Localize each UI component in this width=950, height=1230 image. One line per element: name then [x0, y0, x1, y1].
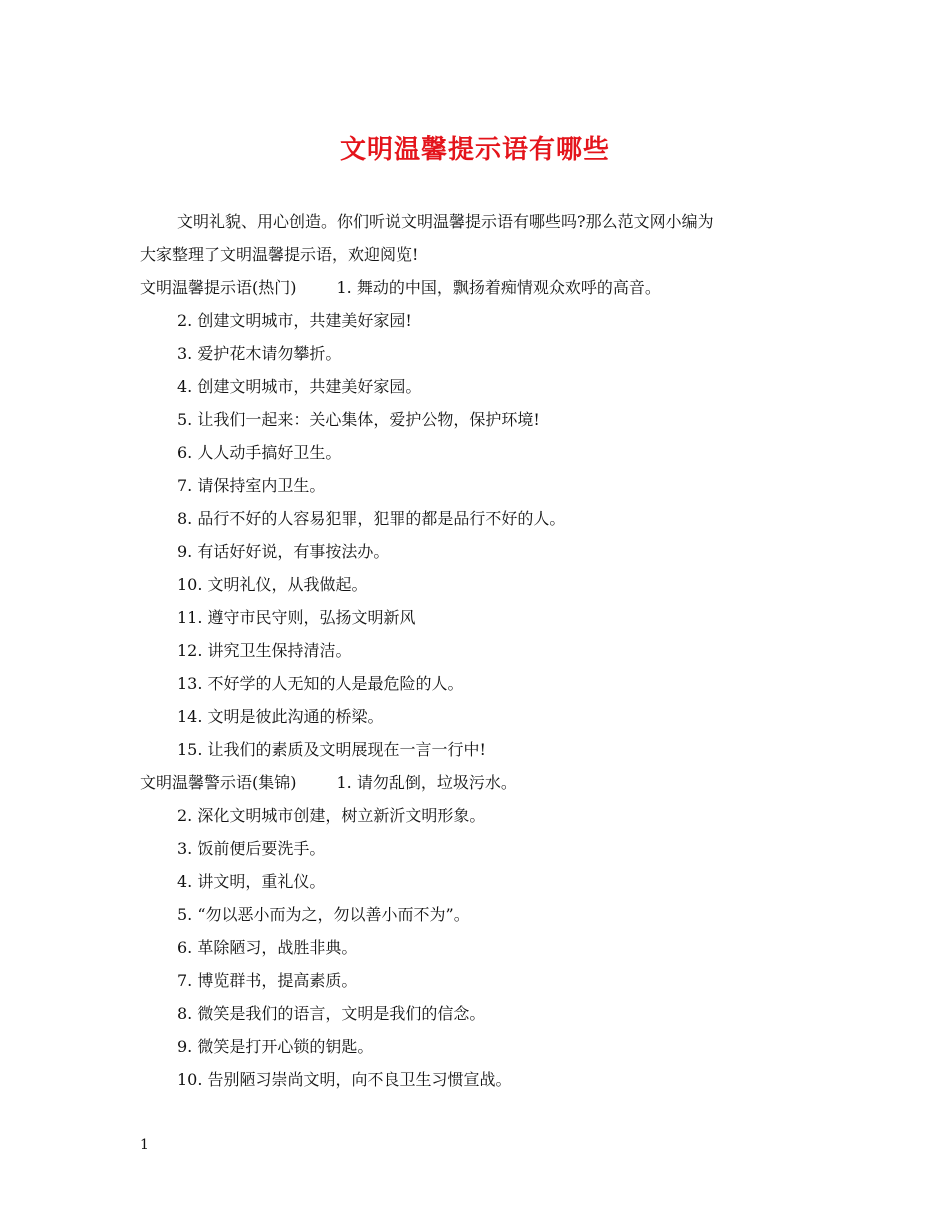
section1-item: 11. 遵守市民守则，弘扬文明新风	[177, 608, 416, 627]
section1-item: 2. 创建文明城市，共建美好家园!	[177, 311, 412, 330]
section2-heading: 文明温馨警示语(集锦)	[140, 773, 297, 792]
section1-item: 9. 有话好好说，有事按法办。	[177, 542, 390, 561]
section1-item: 10. 文明礼仪，从我做起。	[177, 575, 368, 594]
section1-item-1: 1. 舞动的中国，飘扬着痴情观众欢呼的高音。	[336, 278, 661, 297]
intro-line-2: 大家整理了文明温馨提示语，欢迎阅览!	[140, 245, 419, 264]
section2-item: 8. 微笑是我们的语言，文明是我们的信念。	[177, 1004, 486, 1023]
section2-heading-line	[140, 766, 840, 799]
document-title: 文明温馨提示语有哪些	[339, 135, 610, 165]
section2-item: 5. “勿以恶小而为之，勿以善小而不为”。	[177, 905, 470, 924]
section2-item: 2. 深化文明城市创建，树立新沂文明形象。	[177, 806, 486, 825]
section1-item: 3. 爱护花木请勿攀折。	[177, 344, 342, 363]
section1-item: 8. 品行不好的人容易犯罪，犯罪的都是品行不好的人。	[177, 509, 566, 528]
section1-item: 7. 请保持室内卫生。	[177, 476, 326, 495]
section2-item: 4. 讲文明，重礼仪。	[177, 872, 326, 891]
section2-item: 3. 饭前便后要洗手。	[177, 839, 326, 858]
section1-item: 14. 文明是彼此沟通的桥梁。	[177, 707, 384, 726]
section1-item: 12. 讲究卫生保持清洁。	[177, 641, 352, 660]
section2-item: 7. 博览群书，提高素质。	[177, 971, 358, 990]
section2-item: 6. 革除陋习，战胜非典。	[177, 938, 358, 957]
section1-item: 4. 创建文明城市，共建美好家园。	[177, 377, 422, 396]
section1-item: 5. 让我们一起来：关心集体，爱护公物，保护环境!	[177, 410, 540, 429]
section2-item: 9. 微笑是打开心锁的钥匙。	[177, 1037, 374, 1056]
document-body	[140, 205, 840, 1096]
page-number: 1	[140, 1137, 149, 1153]
section1-heading: 文明温馨提示语(热门)	[140, 278, 297, 297]
section1-item: 15. 让我们的素质及文明展现在一言一行中!	[177, 740, 486, 759]
section2-item: 10. 告别陋习崇尚文明，向不良卫生习惯宣战。	[177, 1070, 512, 1089]
intro-line-1: 文明礼貌、用心创造。你们听说文明温馨提示语有哪些吗?那么范文网小编为	[177, 212, 714, 231]
section2-item-1: 1. 请勿乱倒，垃圾污水。	[336, 773, 517, 792]
section1-heading-line	[140, 271, 840, 304]
section1-item: 13. 不好学的人无知的人是最危险的人。	[177, 674, 464, 693]
section1-item: 6. 人人动手搞好卫生。	[177, 443, 342, 462]
